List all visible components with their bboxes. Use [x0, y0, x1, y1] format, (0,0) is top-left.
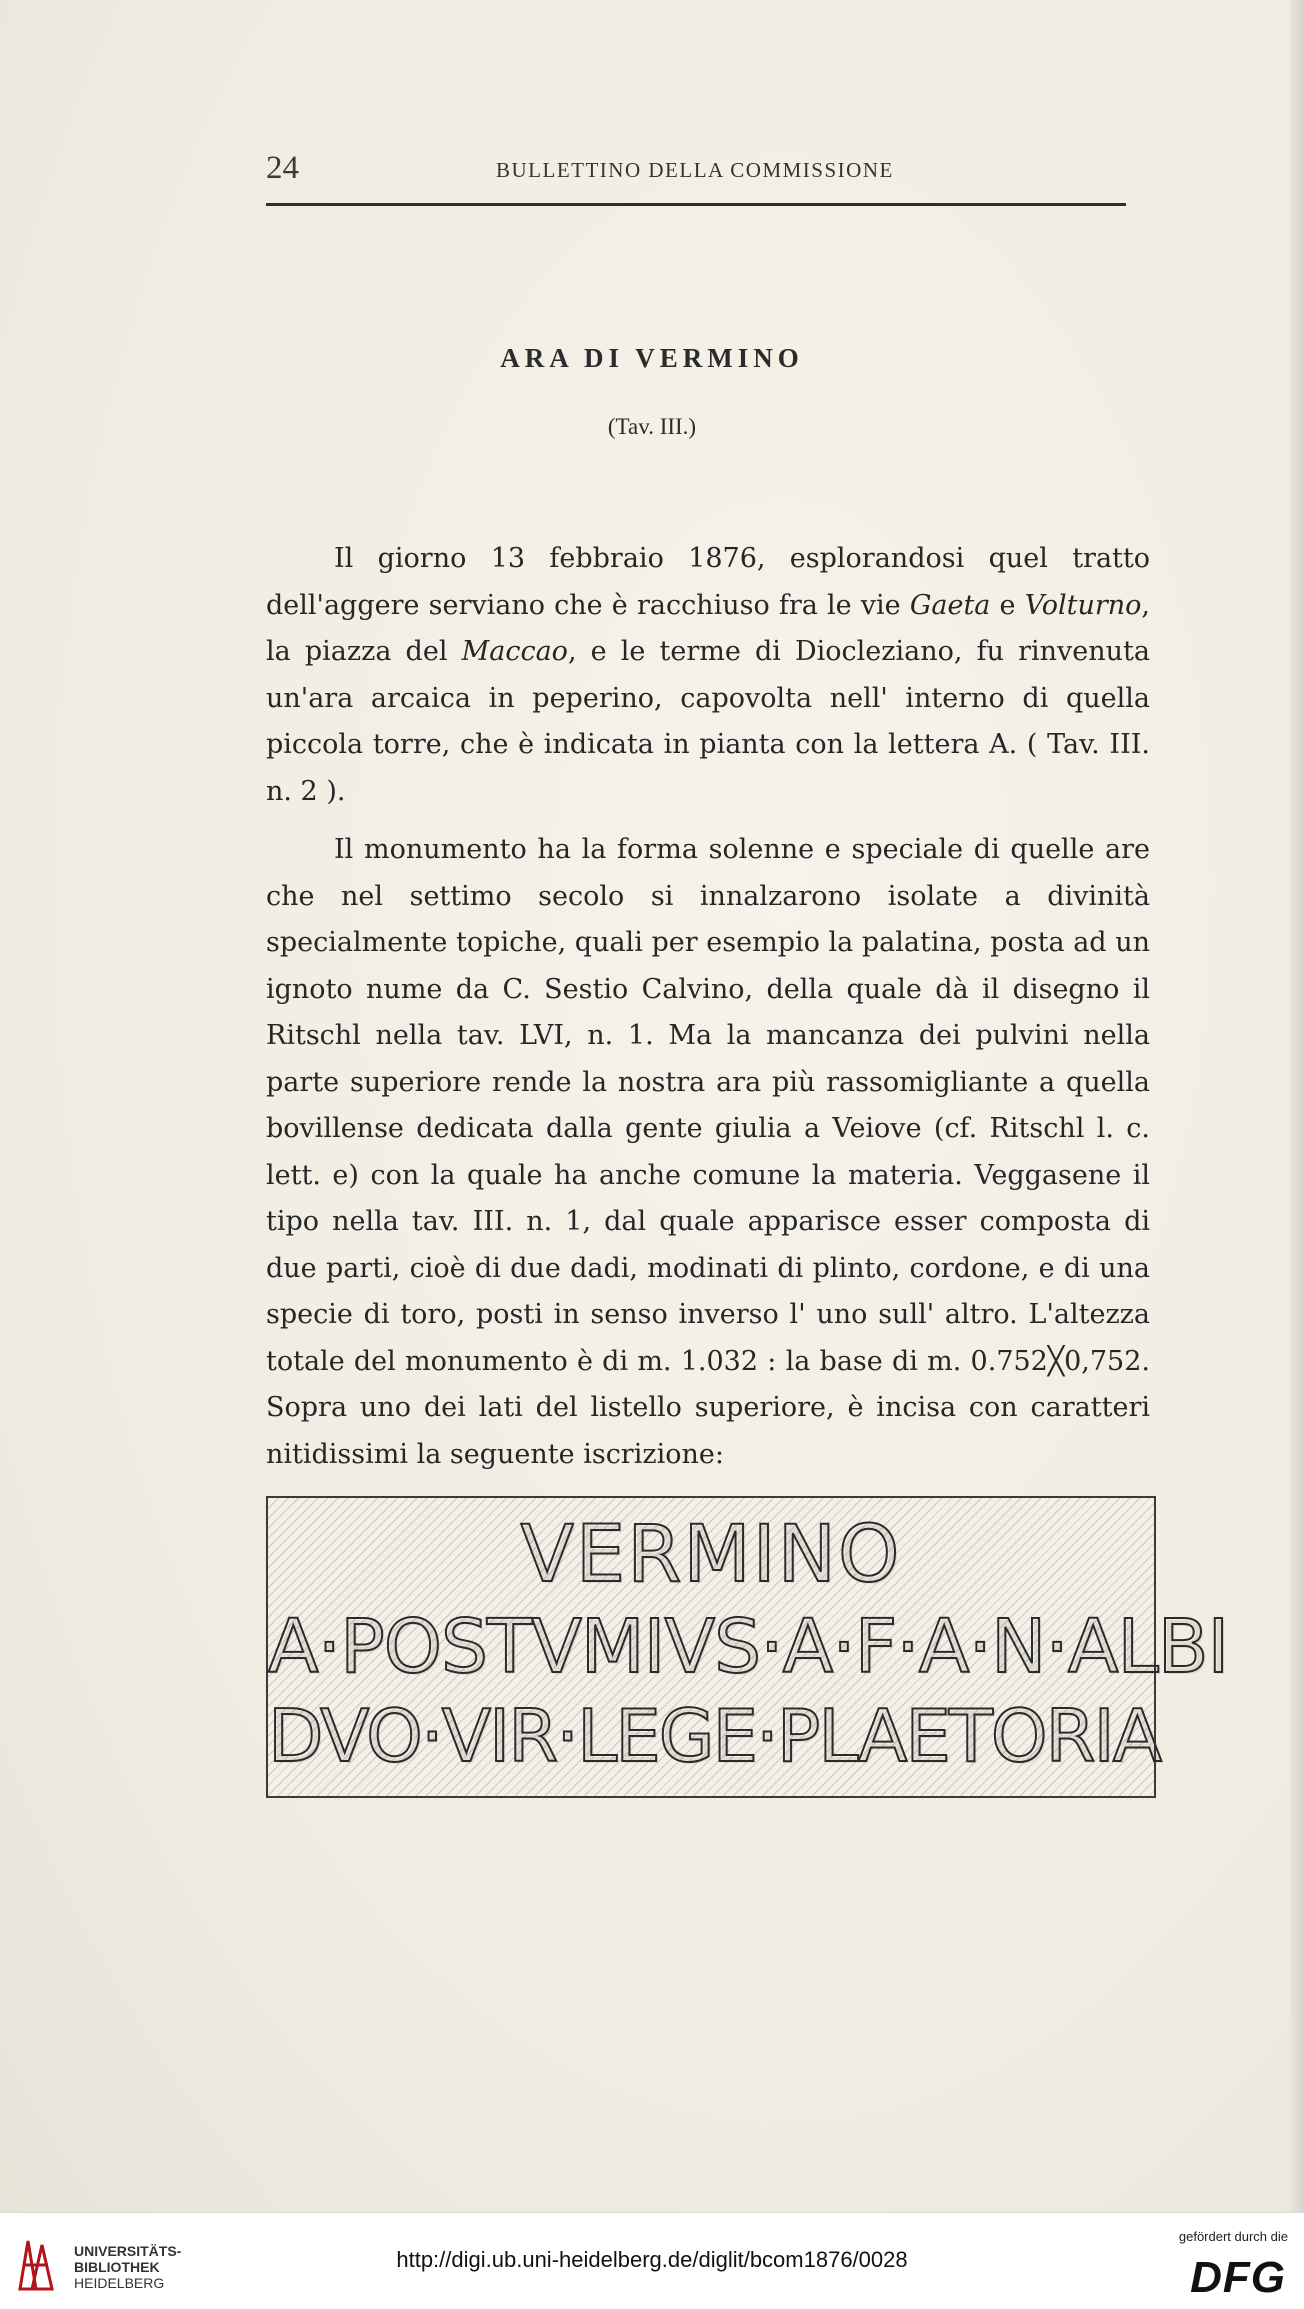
- page-edge: [1290, 0, 1304, 2212]
- paragraph-1-text-b: e: [990, 589, 1025, 621]
- article-body: [266, 536, 1150, 1478]
- institution-line-1: UNIVERSITÄTS-: [74, 2243, 182, 2259]
- plate-reference: (Tav. III.): [607, 414, 697, 439]
- running-head: [266, 150, 1132, 190]
- inscription-line-2: A·POSTVMIVS·A·F·A·N·ALBI: [268, 1604, 1229, 1690]
- viewer-footer: [0, 2212, 1304, 2309]
- paragraph-1-text-d: , e le terme di Diocleziano, fu rinvenuta un'ara arcaica in peperino, capovolta nell' interno di quella piccola torre, che è indicata in pianta con la lettera A. ( Tav. III. n. 2 ).: [266, 636, 1150, 807]
- institution-line-2: BIBLIOTHEK: [74, 2259, 160, 2275]
- place-name-maccao: Maccao: [461, 636, 568, 667]
- sponsor-caption: gefördert durch die: [1178, 2229, 1288, 2244]
- inscription-line-1: VERMINO: [520, 1510, 902, 1600]
- page-number: 24: [266, 150, 299, 186]
- inscription-engraving: [266, 1496, 1229, 1798]
- permalink-url[interactable]: http://digi.ub.uni-heidelberg.de/diglit/bcom1876/0028: [396, 2247, 908, 2272]
- header-rule: [266, 203, 1126, 206]
- inscription-line-3: DVO·VIR·LEGE·PLAETORIA: [268, 1694, 1160, 1778]
- street-name-gaeta: Gaeta: [909, 589, 991, 621]
- paragraph-1: [266, 536, 1150, 815]
- institution-line-3: HEIDELBERG: [74, 2275, 165, 2291]
- dfg-logo[interactable]: DFG: [1190, 2253, 1286, 2302]
- article-title: ARA DI VERMINO: [500, 343, 804, 373]
- paragraph-1-text-a: Il giorno 13 febbraio 1876, esplorandosi quel tratto dell'aggere serviano che è racchiuso fra le vie: [266, 543, 1150, 621]
- street-name-volturno: Volturno: [1024, 589, 1142, 621]
- paragraph-2: Il monumento ha la forma solenne e speciale di quelle are che nel settimo secolo si innalzarono isolate a divinità specialmente topiche, quali per esempio la palatina, posta ad un ignoto nume da C. Sestio Calvino, della quale dà il disegno il Ritschl nella tav. LVI, n. 1. Ma la mancanza dei pulvini nella parte superiore rende la nostra ara più rassomigliante a quella bovillense dedicata dalla gente giulia a Veiove (cf. Ritschl l. c. lett. e) con la quale ha anche comune la materia. Veggasene il tipo nella tav. III. n. 1, dal quale apparisce esser composta di due parti, cioè di due dadi, modinati di plinto, cordone, e di una specie di toro, posti in senso inverso l' uno sull' altro. L'altezza totale del monumento è di m. 1.032 : la base di m. 0.752╳0,752. Sopra uno dei lati del listello superiore, è incisa con caratteri nitidissimi la seguente iscrizione:: [266, 834, 1150, 1470]
- journal-title: BULLETTINO DELLA COMMISSIONE: [496, 158, 894, 182]
- paragraph-1-text-c: , la piazza del: [266, 589, 1150, 667]
